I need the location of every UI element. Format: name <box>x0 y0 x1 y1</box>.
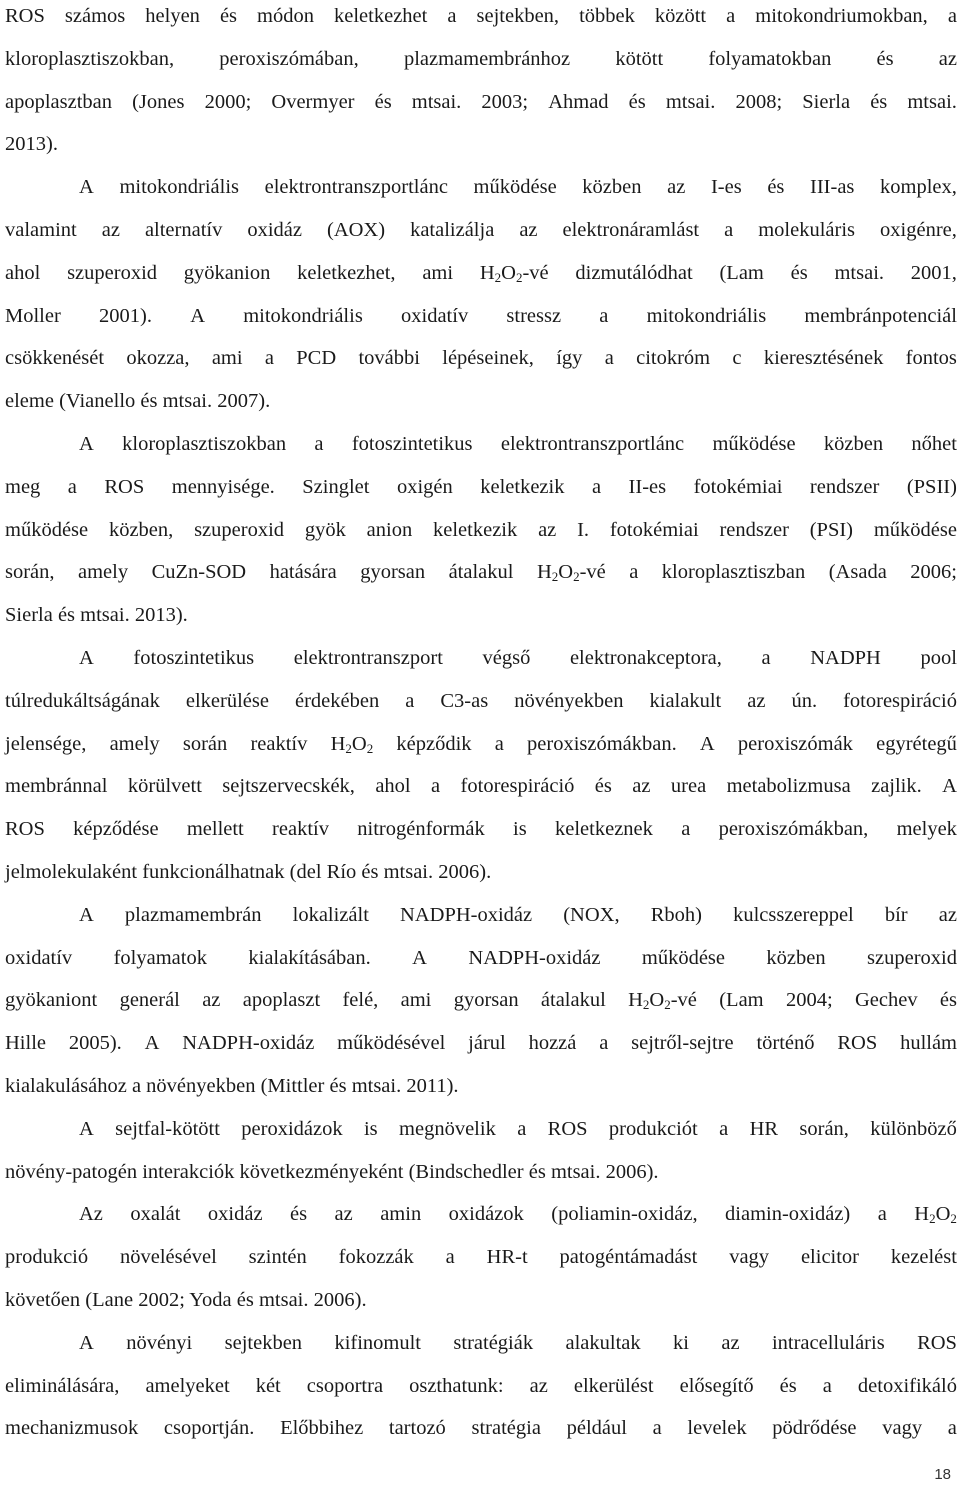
text-line: ROS számos helyen és módon keletkezhet a sejtekben, többek között a mitokondriumokban, a <box>5 5 957 27</box>
text-line: A plazmamembrán lokalizált NADPH-oxidáz (NOX, Rboh) kulcsszereppel bír az <box>79 903 957 926</box>
text-line: ahol szuperoxid gyökanion keletkezhet, ami $H_2O_2-vé$ dizmutálódhat (Lam és mtsai. 2001, <box>5 261 957 285</box>
text-line: A fotoszintetikus elektrontranszport végső elektronakceptora, a NADPH pool <box>79 647 957 669</box>
text-line: csökkenését okozza, ami a PCD további lépéseinek, így a citokróm c kieresztésének fontos <box>5 347 957 370</box>
text-line: működése közben, szuperoxid gyök anion keletkezik az I. fotokémiai rendszer (PSI) működése <box>5 518 957 541</box>
text-line: kloroplasztiszokban, peroxiszómában, plazmamembránhoz kötött folyamatokban és az <box>5 47 957 70</box>
text-line: oxidatív folyamatok kialakításában. A NADPH-oxidáz működése közben szuperoxid <box>5 946 957 969</box>
text-line: eleme (Vianello és mtsai. 2007). <box>5 390 271 413</box>
text-line: túlredukáltságának elkerülése érdekében a C3-as növényekben kialakult az ún. fotorespiráció <box>5 689 957 712</box>
text-line: jelensége, amely során reaktív $H_2O_2$ képződik a peroxiszómákban. A peroxiszómák egyrétegű <box>5 732 957 756</box>
text-line: membránnal körülvett sejtszervecskék, ahol a fotorespiráció és az urea metabolizmusa zajlik. A <box>5 775 957 798</box>
text-line: gyökaniont generál az apoplaszt felé, ami gyorsan átalakul $H_2O_2-vé$ (Lam 2004; Gechev és <box>5 989 957 1013</box>
text-line: A növényi sejtekben kifinomult stratégiák alakultak ki az intracelluláris ROS <box>79 1331 957 1354</box>
text-line: valamint az alternatív oxidáz (AOX) katalizálja az elektronáramlást a molekuláris oxigénre, <box>5 219 957 241</box>
text-line: Az oxalát oxidáz és az amin oxidázok (poliamin-oxidáz, diamin-oxidáz) a $H_2O_2$ <box>79 1203 957 1227</box>
text-line: mechanizmusok csoportján. Előbbihez tartozó stratégia például a levelek pödrődése vagy a <box>5 1417 957 1440</box>
text-line: jelmolekulaként funkcionálhatnak (del Río és mtsai. 2006). <box>5 861 492 883</box>
text-line: növény-patogén interakciók következményeként (Bindschedler és mtsai. 2006). <box>5 1160 659 1183</box>
text-line: 2013). <box>5 133 58 156</box>
text-line: Hille 2005). A NADPH-oxidáz működésével járul hozzá a sejtről-sejtre történő ROS hullám <box>5 1032 957 1055</box>
text-line: kialakulásához a növényekben (Mittler és mtsai. 2011). <box>5 1075 459 1097</box>
page-number: 18 <box>934 1466 951 1483</box>
text-line: produkció növelésével szintén fokozzák a HR-t patogéntámadást vagy elicitor kezelést <box>5 1246 957 1269</box>
document-page <box>5 0 955 1494</box>
text-line: A sejtfal-kötött peroxidázok is megnövelik a ROS produkciót a HR során, különböző <box>79 1117 957 1140</box>
text-line: eliminálására, amelyeket két csoportra oszthatunk: az elkerülést elősegítő és a detoxifikáló <box>5 1374 957 1397</box>
text-line: meg a ROS mennyisége. Szinglet oxigén keletkezik a II-es fotokémiai rendszer (PSII) <box>5 475 957 498</box>
text-line: Sierla és mtsai. 2013). <box>5 604 188 627</box>
text-line: A mitokondriális elektrontranszportlánc működése közben az I-es és III-as komplex, <box>79 176 957 199</box>
text-line: során, amely CuZn-SOD hatására gyorsan átalakul $H_2O_2-vé$ a kloroplasztiszban (Asada 2006; <box>5 561 957 585</box>
text-line: apoplasztban (Jones 2000; Overmyer és mtsai. 2003; Ahmad és mtsai. 2008; Sierla és mtsai. <box>5 90 957 113</box>
text-line: Moller 2001). A mitokondriális oxidatív stressz a mitokondriális membránpotenciál <box>5 304 957 327</box>
text-line: ROS képződése mellett reaktív nitrogénformák is keletkeznek a peroxiszómákban, melyek <box>5 818 957 841</box>
text-line: A kloroplasztiszokban a fotoszintetikus elektrontranszportlánc működése közben nőhet <box>79 433 957 455</box>
text-line: követően (Lane 2002; Yoda és mtsai. 2006). <box>5 1289 367 1311</box>
